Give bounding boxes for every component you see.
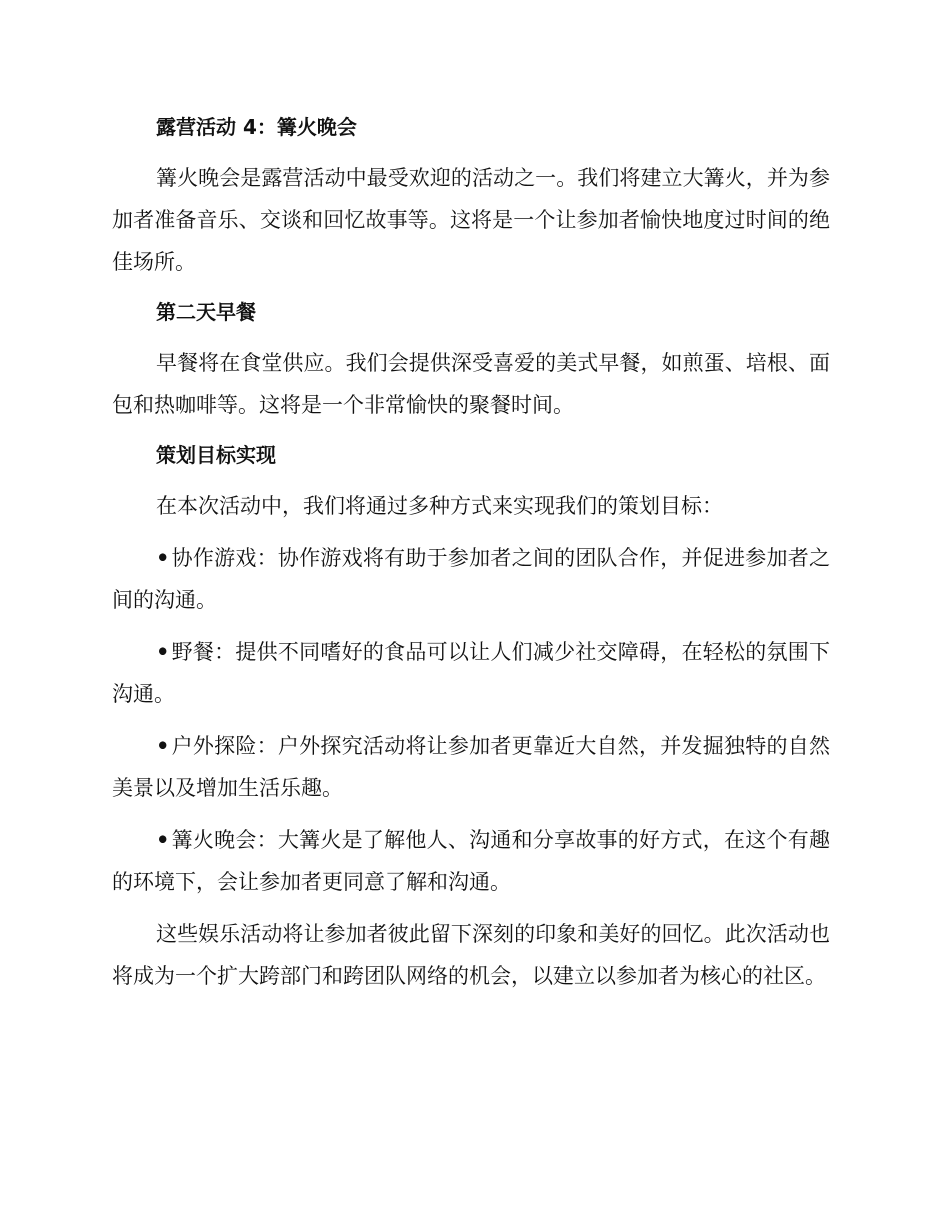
campfire-paragraph: 篝火晚会是露营活动中最受欢迎的活动之一。我们将建立大篝火，并为参加者准备音乐、交谈和回忆故事等。这将是一个让参加者愉快地度过时间的绝佳场所。 [112,166,830,274]
bullet-dot-icon: • [156,545,170,570]
section-heading-goals: 策划目标实现 [156,443,276,467]
bullet-text: 野餐：提供不同嗜好的食品可以让人们减少社交障碍，在轻松的氛围下沟通。 [112,640,830,706]
section-heading-breakfast: 第二天早餐 [156,300,256,324]
goals-intro-paragraph: 在本次活动中，我们将通过多种方式来实现我们的策划目标： [156,494,723,518]
closing-paragraph: 这些娱乐活动将让参加者彼此留下深刻的印象和美好的回忆。此次活动也将成为一个扩大跨部门和跨团队网络的机会，以建立以参加者为核心的社区。 [112,922,830,988]
section-heading-campfire: 露营活动 4：篝火晚会 [156,115,357,139]
goal-bullet-item [112,725,830,809]
bullet-text: 协作游戏：协作游戏将有助于参加者之间的团队合作，并促进参加者之间的沟通。 [112,546,830,612]
bullet-dot-icon: • [156,827,170,852]
bullet-dot-icon: • [156,639,170,664]
breakfast-paragraph: 早餐将在食堂供应。我们会提供深受喜爱的美式早餐，如煎蛋、培根、面包和热咖啡等。这将是一个非常愉快的聚餐时间。 [112,351,830,417]
bullet-text: 户外探险：户外探究活动将让参加者更靠近大自然，并发掘独特的自然美景以及增加生活乐趣。 [112,734,830,800]
document-page [112,108,830,1007]
bullet-dot-icon: • [156,733,170,758]
goal-bullet-item [112,537,830,621]
goal-bullet-item [112,631,830,715]
bullet-text: 篝火晚会：大篝火是了解他人、沟通和分享故事的好方式，在这个有趣的环境下，会让参加者更同意了解和沟通。 [112,828,830,894]
goal-bullet-item [112,819,830,903]
